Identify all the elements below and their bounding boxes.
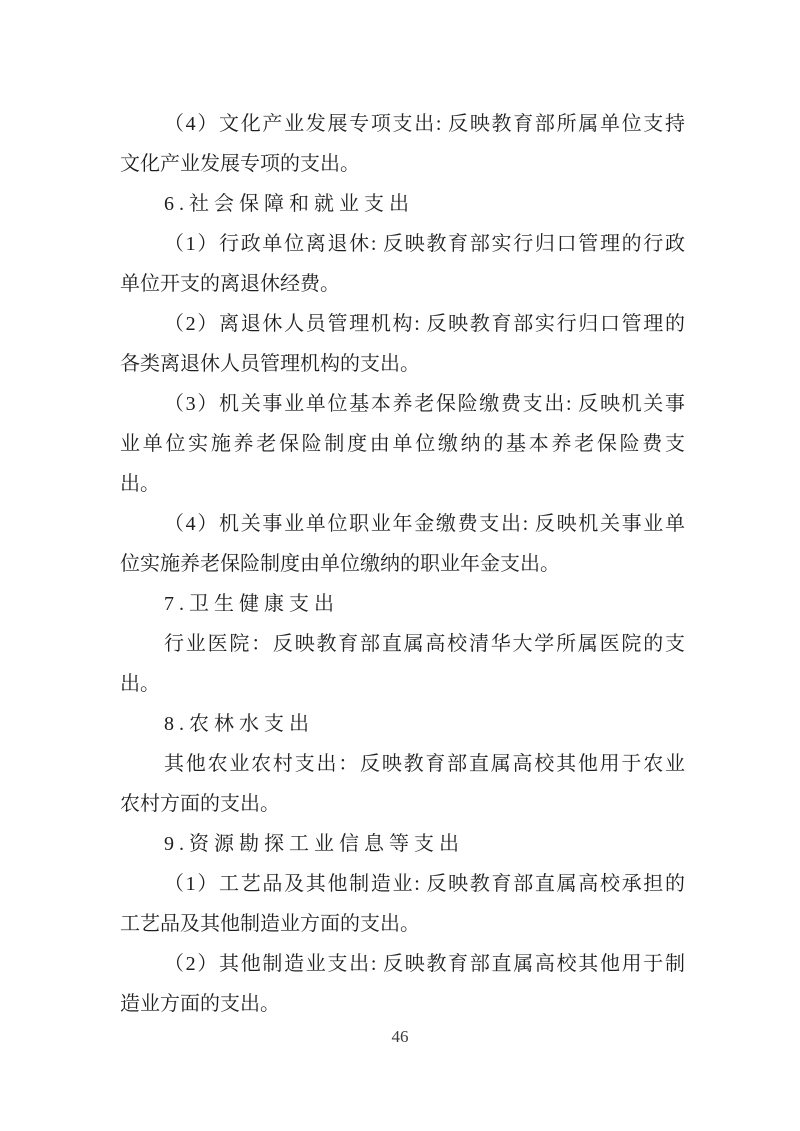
text-line: 工艺品及其他制造业方面的支出。	[120, 913, 420, 935]
text-line: 出。	[120, 673, 160, 695]
text-line: 行业医院：反映教育部直属高校清华大学所属医院的支	[164, 633, 685, 655]
text-line: 6.社会保障和就业支出	[164, 193, 414, 215]
document-body	[120, 104, 685, 1024]
text-line: 业单位实施养老保险制度由单位缴纳的基本养老保险费支	[120, 433, 685, 455]
text-line: （4）机关事业单位职业年金缴费支出: 反映机关事业单	[164, 513, 685, 535]
text-line: （1）行政单位离退休: 反映教育部实行归口管理的行政	[164, 233, 685, 255]
text-line: 造业方面的支出。	[120, 993, 280, 1015]
text-line: （2）其他制造业支出: 反映教育部直属高校其他用于制	[164, 953, 685, 975]
text-line: （1）工艺品及其他制造业: 反映教育部直属高校承担的	[164, 873, 685, 895]
text-line: 位实施养老保险制度由单位缴纳的职业年金支出。	[120, 553, 560, 575]
text-line: 单位开支的离退休经费。	[120, 273, 340, 295]
text-line: 各类离退休人员管理机构的支出。	[120, 353, 420, 375]
text-line: 8.农林水支出	[164, 713, 314, 735]
text-line: （2）离退休人员管理机构: 反映教育部实行归口管理的	[164, 313, 685, 335]
text-line: （4）文化产业发展专项支出: 反映教育部所属单位支持	[164, 113, 685, 135]
text-line: 其他农业农村支出：反映教育部直属高校其他用于农业	[164, 753, 685, 775]
text-line: 9.资源勘探工业信息等支出	[164, 833, 464, 855]
text-line: 出。	[120, 473, 160, 495]
text-line: 7.卫生健康支出	[164, 593, 339, 615]
page-number: 46	[391, 1027, 409, 1046]
text-line: 农村方面的支出。	[120, 793, 280, 815]
text-line: 文化产业发展专项的支出。	[120, 153, 360, 175]
text-line: （3）机关事业单位基本养老保险缴费支出: 反映机关事	[164, 393, 685, 415]
